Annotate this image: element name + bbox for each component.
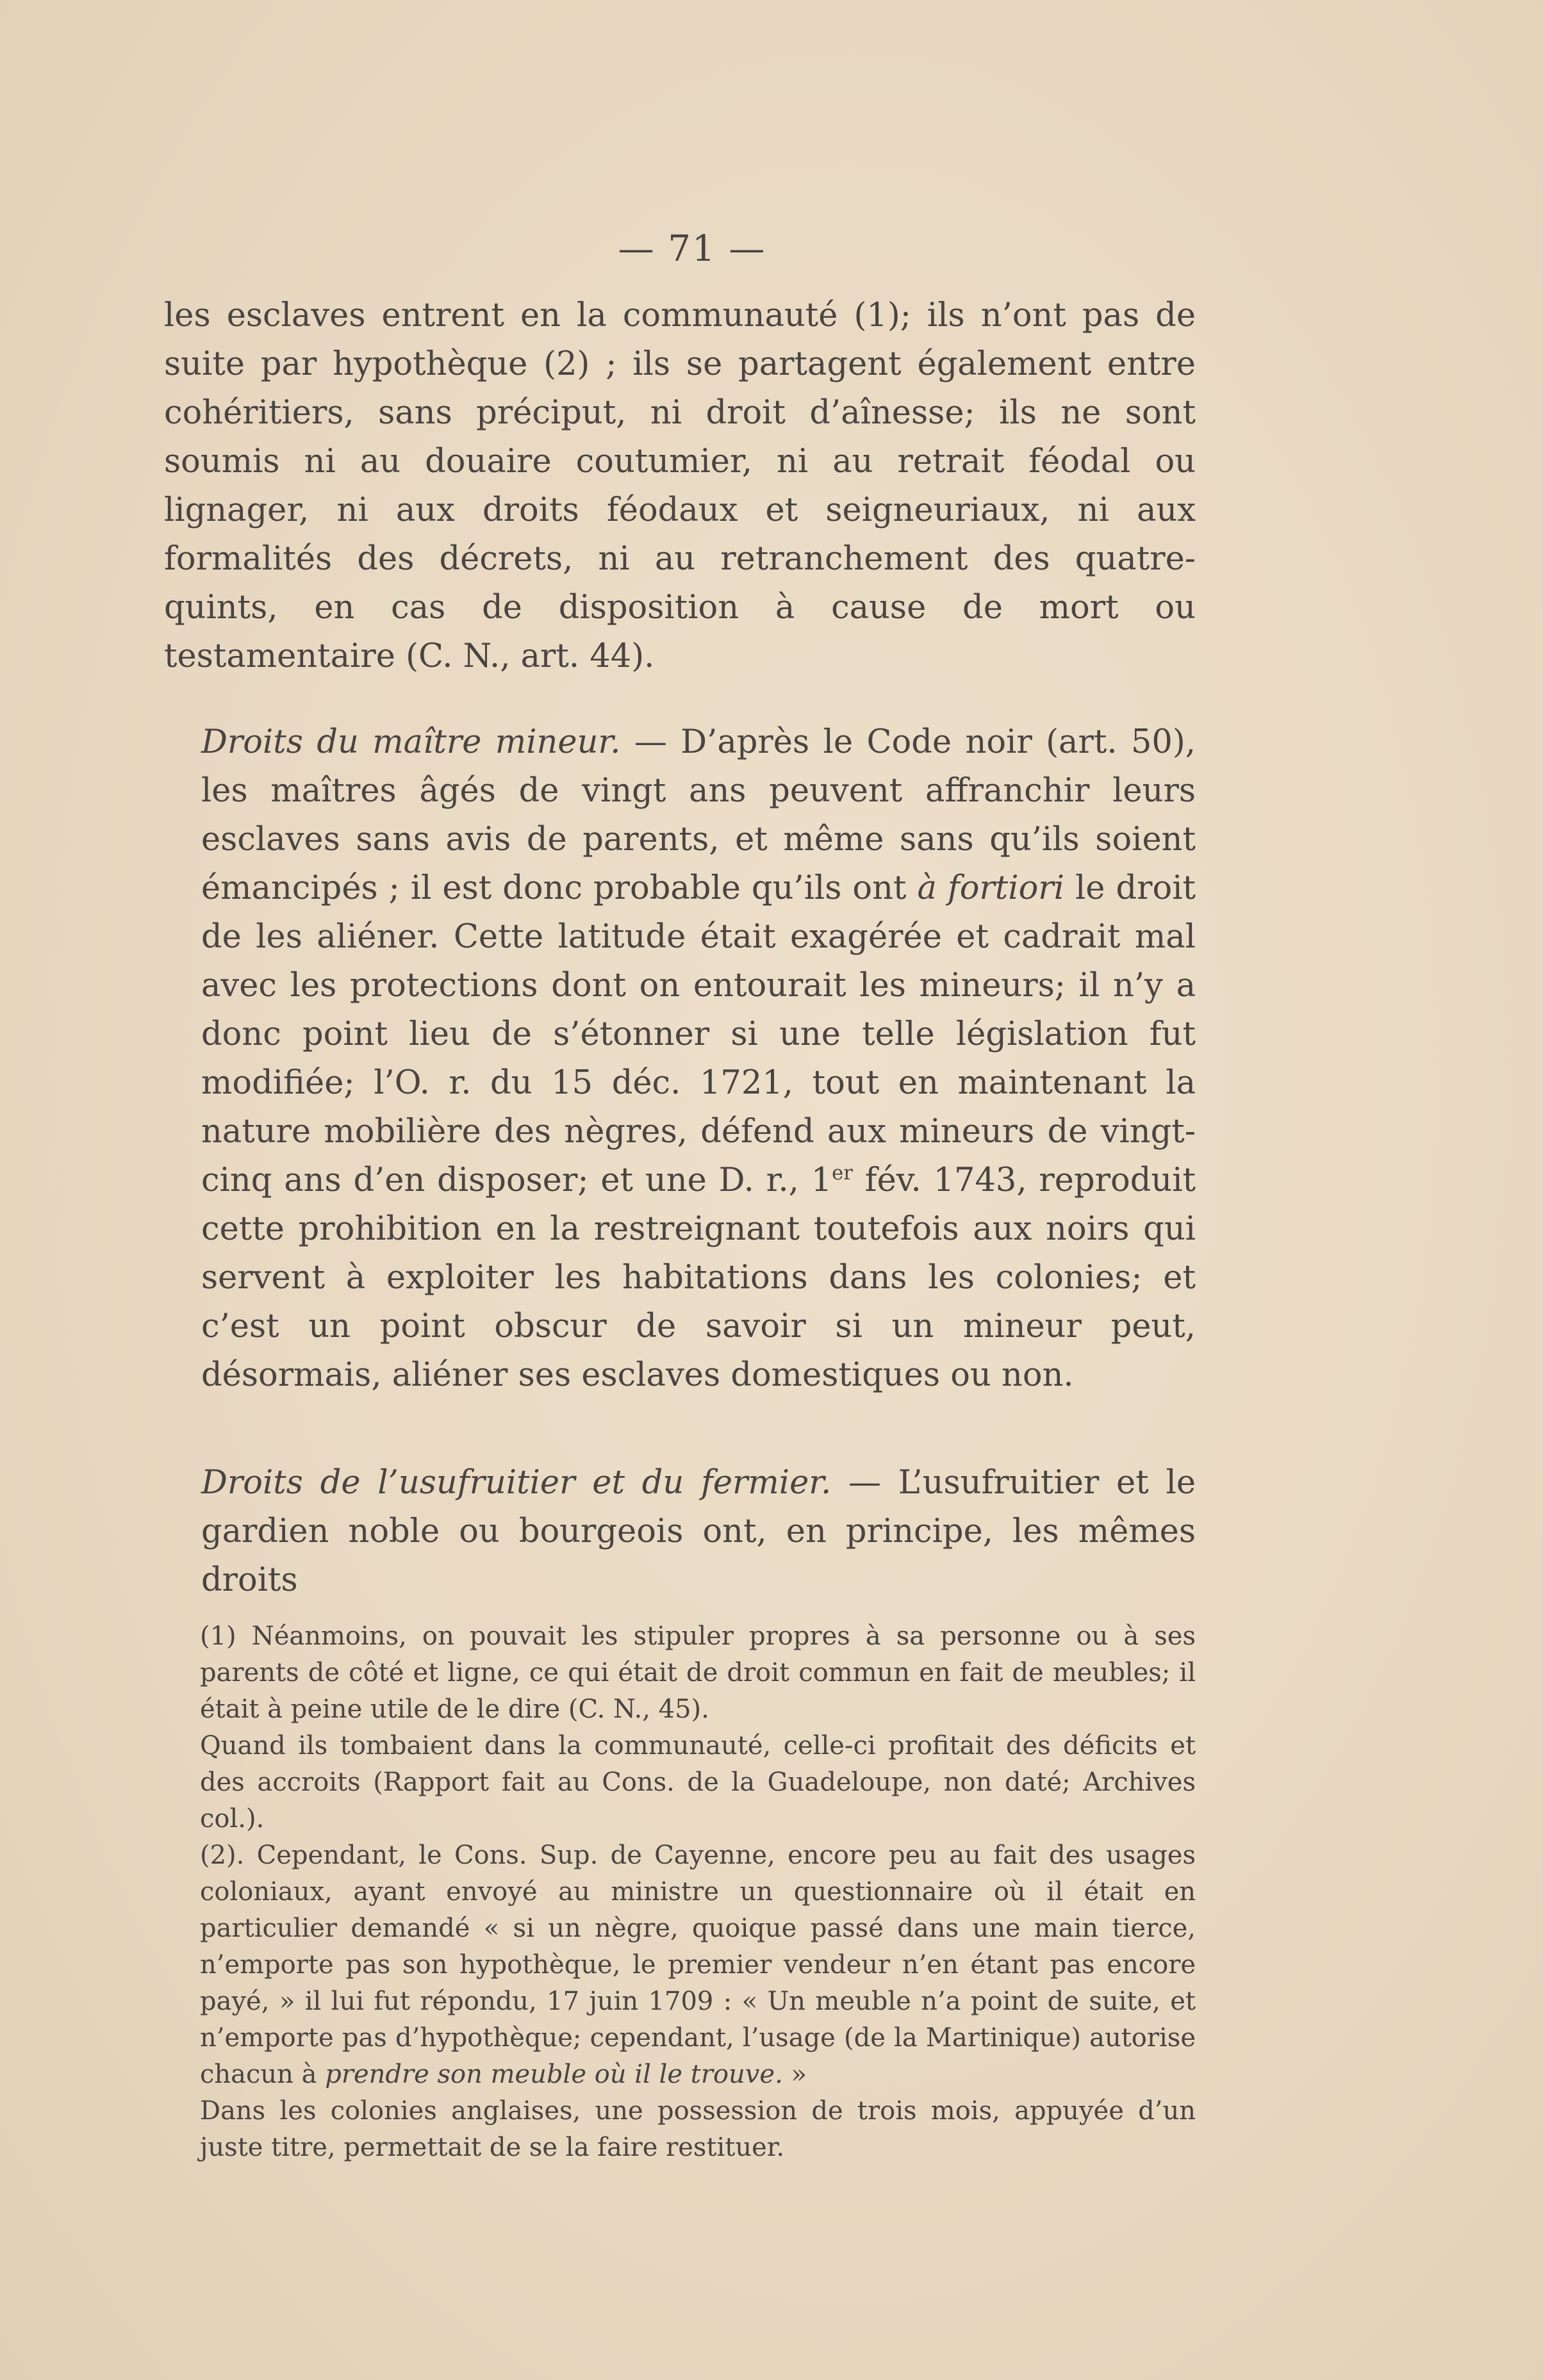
main-text [164,291,1196,1605]
section-heading-usufruitier: Droits de l’usufruitier et du fermier. [201,1464,832,1502]
footnote-2-continuation: Dans les colonies anglaises, une possession de trois mois, appuyée d’un juste titre, permettait de se la faire restituer. [200,2096,1196,2162]
paragraph-1: les esclaves entrent en la communauté (1); ils n’ont pas de suite par hypothèque (2) ; ils se partagent également entre cohéritiers, sans préciput, ni droit d’aînesse; ils ne sont soumis ni au douaire coutumier, ni au retrait féodal ou lignager, ni aux droits féodaux et seigneuriaux, ni aux formalités des décrets, ni au retranchement des quatre-quints, en cas de disposition à cause de mort ou testamentaire (C. N., art. 44). [164,297,1196,675]
paragraph-3: Droits de l’usufruitier et du fermier. — L’usufruitier et le gardien noble ou bourgeois ont, en principe, les mêmes droits [201,1464,1196,1599]
footnote-2: (2). Cependant, le Cons. Sup. de Cayenne, encore peu au fait des usages coloniaux, ayant envoyé au ministre un questionnaire où il était en particulier demandé « si un nègre, quoique passé dans une main tierce, n’emporte pas son hypothèque, le premier vendeur n’en étant pas encore payé, » il lui fut répondu, 17 juin 1709 : « Un meuble n’a point de suite, et n’emporte pas d’hypothèque; cependant, l’usage (de la Martinique) autorise chacun à prendre son meuble où il le trouve. » [200,1841,1196,2089]
paragraph-2: Droits du maître mineur. — D’après le Code noir (art. 50), les maîtres âgés de vingt ans peuvent affranchir leurs esclaves sans avis de parents, et même sans qu’ils soient émancipés ; il est donc probable qu’ils ont à fortiori le droit de les aliéner. Cette latitude était exagérée et cadrait mal avec les protections dont on entourait les mineurs; il n’y a donc point lieu de s’étonner si une telle législation fut modifiée; l’O. r. du 15 déc. 1721, tout en maintenant la nature mobilière des nègres, défend aux mineurs de vingt-cinq ans d’en disposer; et une D. r., 1er fév. 1743, reproduit cette prohibition en la restreignant toutefois aux noirs qui servent à exploiter les habitations dans les colonies; et c’est un point obscur de savoir si un mineur peut, désormais, aliéner ses esclaves domestiques ou non. [201,723,1196,1394]
page-number: — 71 — [618,228,766,270]
footnote-italic: prendre son meuble où il le trouve. [325,2060,783,2089]
superscript: er [832,1162,853,1185]
footnote-1: (1) Néanmoins, on pouvait les stipuler propres à sa personne ou à ses parents de côté et ligne, ce qui était de droit commun en fait de meubles; il était à peine utile de le dire (C. N., 45). [200,1621,1196,1724]
italic-phrase: à fortiori [917,869,1064,907]
footnotes [164,1618,1196,2166]
section-heading-maitre-mineur: Droits du maître mineur. [201,723,621,761]
footnote-1-continuation: Quand ils tombaient dans la communauté, celle-ci profitait des déficits et des accroits (Rapport fait au Cons. de la Guadeloupe, non daté; Archives col.). [200,1731,1196,1834]
